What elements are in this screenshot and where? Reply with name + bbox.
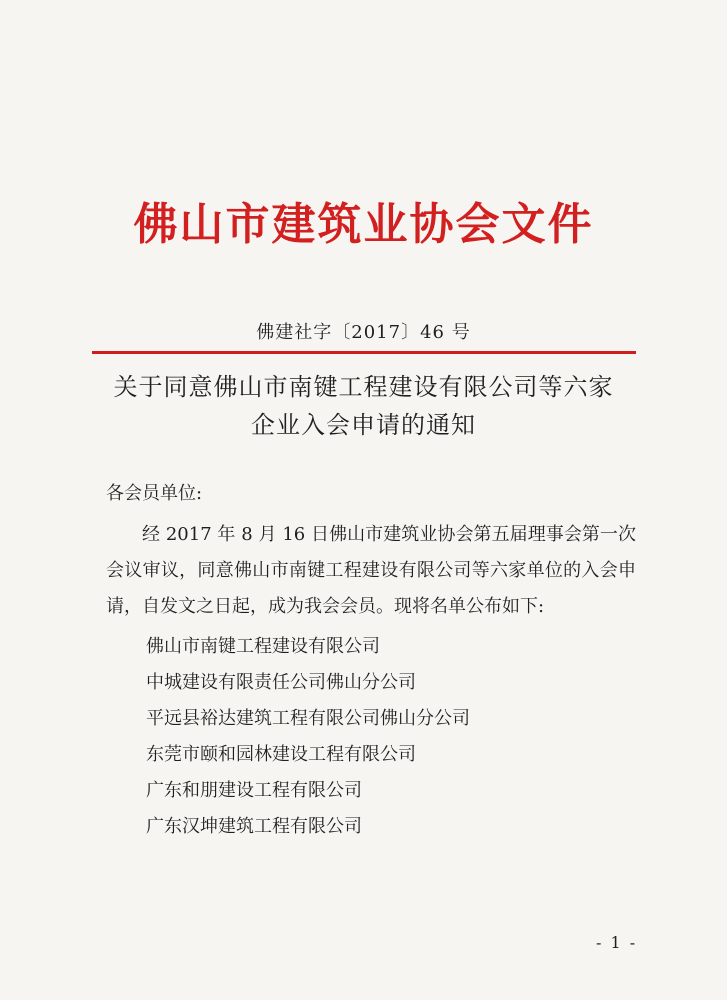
page-number: - 1 - xyxy=(596,933,638,952)
company-item: 中城建设有限责任公司佛山分公司 xyxy=(146,672,416,693)
company-item: 佛山市南键工程建设有限公司 xyxy=(146,636,380,657)
notice-title-line-2: 企业入会申请的通知 xyxy=(251,411,476,439)
salutation: 各会员单位: xyxy=(106,483,203,504)
company-item: 广东和朋建设工程有限公司 xyxy=(146,780,362,801)
header-title: 佛山市建筑业协会文件 xyxy=(133,199,594,250)
notice-title xyxy=(0,368,727,444)
red-divider-line xyxy=(92,351,636,354)
notice-title-line-1: 关于同意佛山市南键工程建设有限公司等六家 xyxy=(113,373,614,401)
company-list xyxy=(146,629,470,845)
company-item: 广东汉坤建筑工程有限公司 xyxy=(146,816,362,837)
company-item: 平远县裕达建筑工程有限公司佛山分公司 xyxy=(146,708,470,729)
company-item: 东莞市颐和园林建设工程有限公司 xyxy=(146,744,416,765)
body-paragraph: 经 2017 年 8 月 16 日佛山市建筑业协会第五届理事会第一次会议审议，同意佛山市南键工程建设有限公司等六家单位的入会申请，自发文之日起，成为我会会员。现将名单公布如下: xyxy=(106,524,636,617)
document-number: 佛建社字〔2017〕46 号 xyxy=(256,322,471,343)
